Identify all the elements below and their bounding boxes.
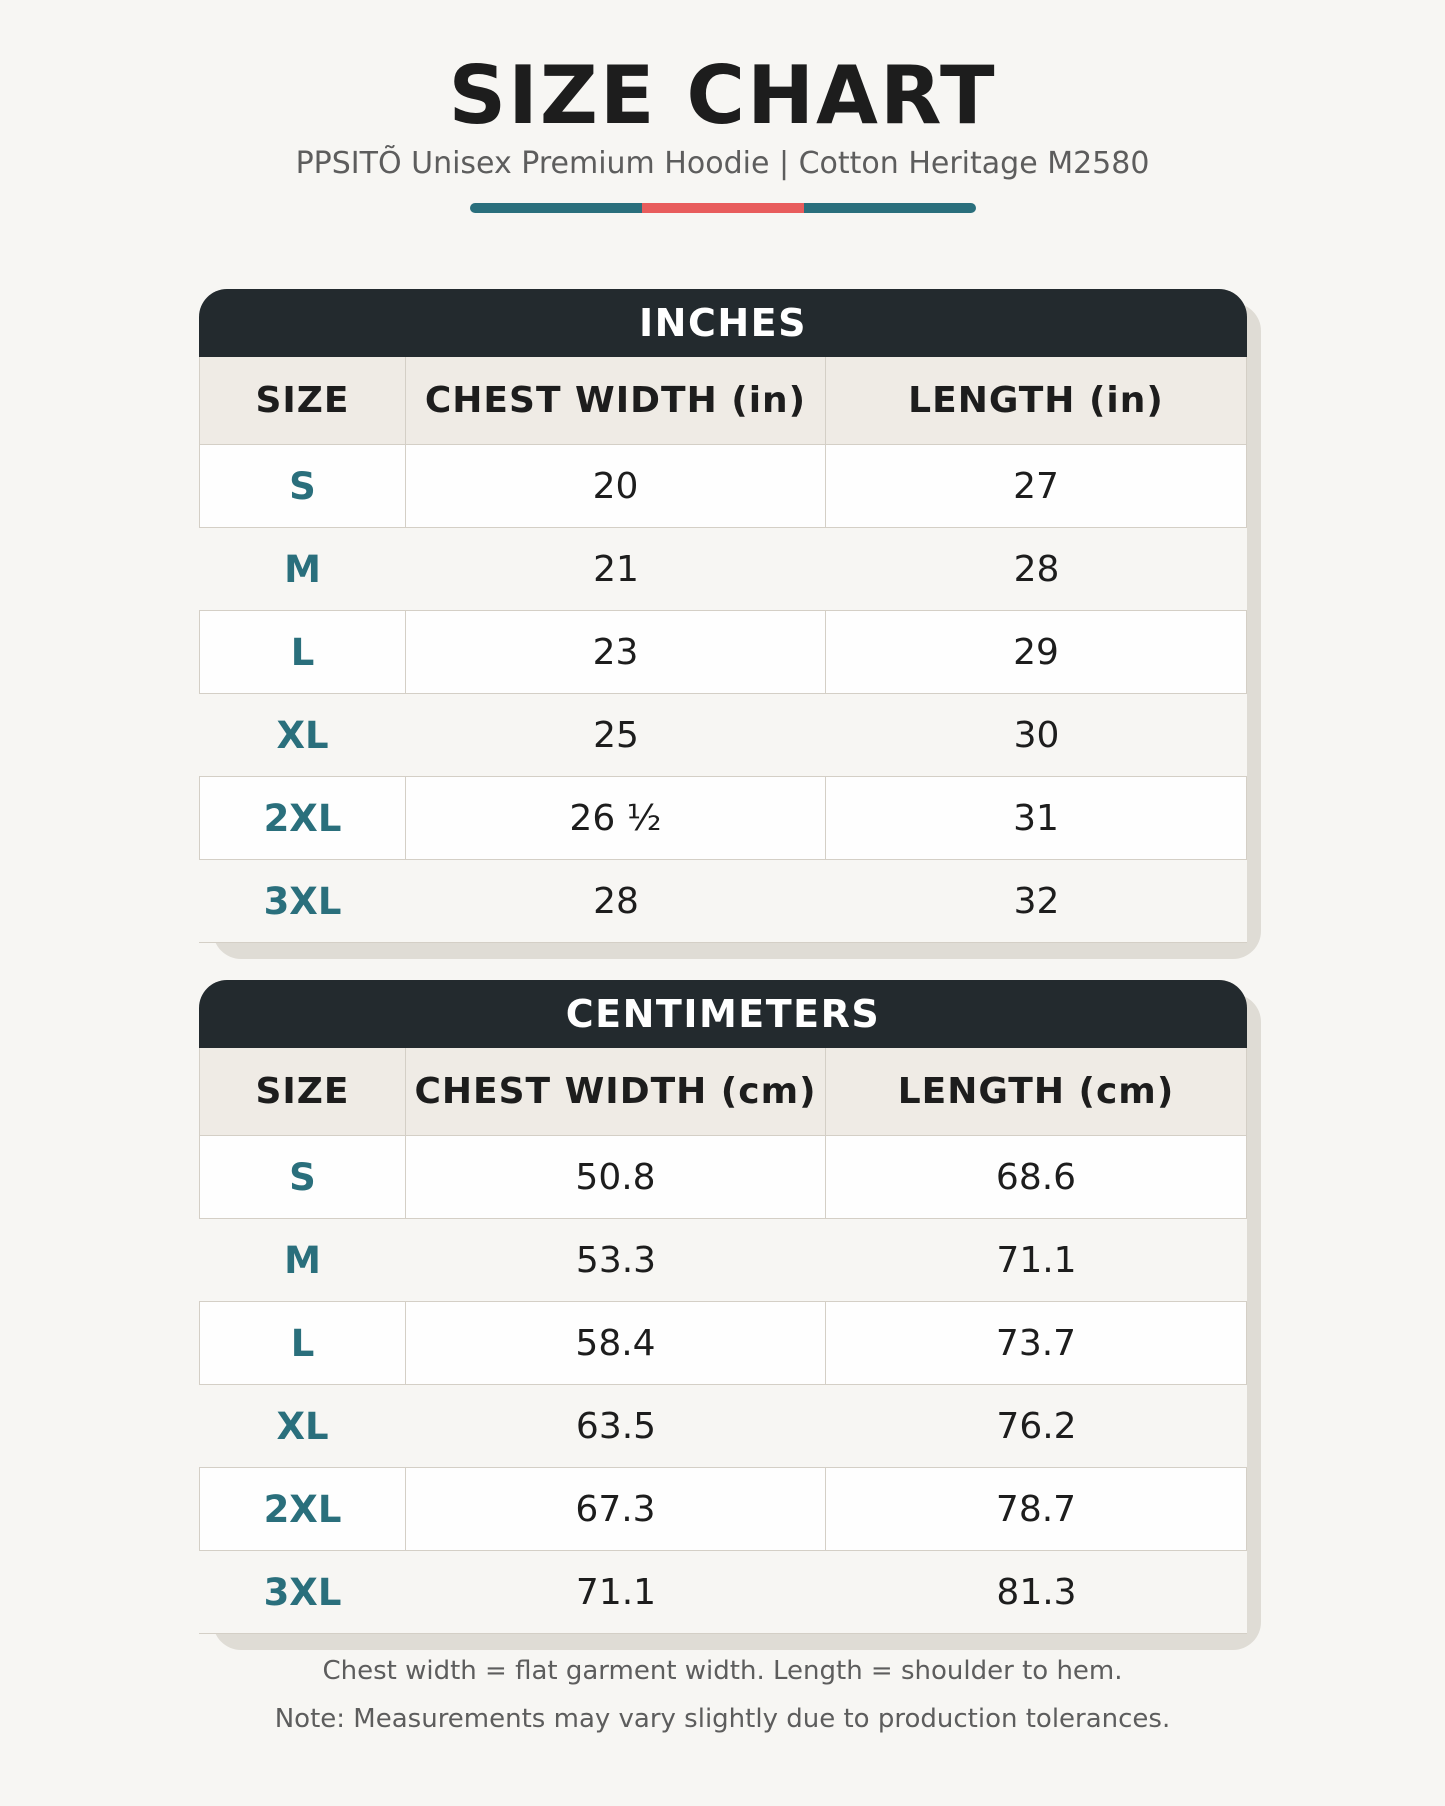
table-row (199, 1385, 1247, 1468)
column-header-length: LENGTH (cm) (826, 1048, 1247, 1135)
inches-table-card (199, 289, 1247, 943)
inches-table (199, 289, 1247, 959)
chest-width-value: 25 (593, 714, 639, 756)
size-label: S (199, 1136, 406, 1218)
accent-divider-right (804, 203, 976, 213)
chest-width-value: 28 (593, 880, 639, 922)
chest-width-value: 21 (593, 548, 639, 590)
size-label: 2XL (199, 1468, 406, 1550)
column-header-size: SIZE (199, 357, 406, 444)
footer-note-tolerances: Note: Measurements may vary slightly due to production tolerances. (274, 1704, 1171, 1734)
table-row (199, 860, 1247, 943)
length-value: 27 (826, 445, 1247, 527)
size-label: L (199, 1302, 406, 1384)
inches-column-header-row (199, 357, 1247, 445)
page-title: SIZE CHART (448, 49, 997, 142)
size-label: 3XL (263, 879, 342, 923)
column-header-size: SIZE (199, 1048, 406, 1135)
length-value: 68.6 (826, 1136, 1247, 1218)
length-value: 31 (826, 777, 1247, 859)
chest-width-value: 67.3 (406, 1468, 826, 1550)
length-value: 71.1 (996, 1239, 1077, 1281)
centimeters-table-title: CENTIMETERS (199, 980, 1247, 1048)
chest-width-value: 26 ½ (406, 777, 826, 859)
table-row (199, 1136, 1247, 1219)
size-label: 3XL (263, 1570, 342, 1614)
table-row (199, 1302, 1247, 1385)
table-row (199, 694, 1247, 777)
page-subtitle: PPSITÕ Unisex Premium Hoodie | Cotton Heritage M2580 (295, 146, 1150, 181)
chest-width-value: 58.4 (406, 1302, 826, 1384)
size-label: M (284, 547, 321, 591)
accent-divider-center (642, 203, 804, 213)
column-header-chest-width: CHEST WIDTH (cm) (406, 1048, 826, 1135)
centimeters-column-header-row (199, 1048, 1247, 1136)
inches-table-title: INCHES (199, 289, 1247, 357)
length-value: 32 (1013, 880, 1060, 922)
page-header (0, 48, 1445, 184)
table-row (199, 528, 1247, 611)
column-header-length: LENGTH (in) (826, 357, 1247, 444)
size-label: XL (276, 713, 329, 757)
chest-width-value: 71.1 (575, 1571, 657, 1613)
chest-width-value: 20 (406, 445, 826, 527)
chest-width-value: 63.5 (575, 1405, 657, 1447)
column-header-chest-width: CHEST WIDTH (in) (406, 357, 826, 444)
table-row (199, 777, 1247, 860)
size-label: L (199, 611, 406, 693)
length-value: 76.2 (996, 1405, 1077, 1447)
length-value: 73.7 (826, 1302, 1247, 1384)
chest-width-value: 23 (406, 611, 826, 693)
table-row (199, 611, 1247, 694)
accent-divider-left (470, 203, 642, 213)
table-row (199, 1219, 1247, 1302)
size-label: 2XL (199, 777, 406, 859)
footer-note-definitions: Chest width = flat garment width. Length = shoulder to hem. (322, 1656, 1123, 1686)
accent-divider (470, 203, 976, 213)
size-label: S (199, 445, 406, 527)
table-row (199, 1551, 1247, 1634)
table-row (199, 1468, 1247, 1551)
chest-width-value: 53.3 (575, 1239, 657, 1281)
chest-width-value: 50.8 (406, 1136, 826, 1218)
size-label: M (284, 1238, 321, 1282)
length-value: 81.3 (996, 1571, 1077, 1613)
centimeters-table (199, 980, 1247, 1650)
length-value: 30 (1013, 714, 1060, 756)
length-value: 29 (826, 611, 1247, 693)
centimeters-table-card (199, 980, 1247, 1634)
length-value: 28 (1013, 548, 1060, 590)
length-value: 78.7 (826, 1468, 1247, 1550)
table-row (199, 445, 1247, 528)
size-label: XL (276, 1404, 329, 1448)
